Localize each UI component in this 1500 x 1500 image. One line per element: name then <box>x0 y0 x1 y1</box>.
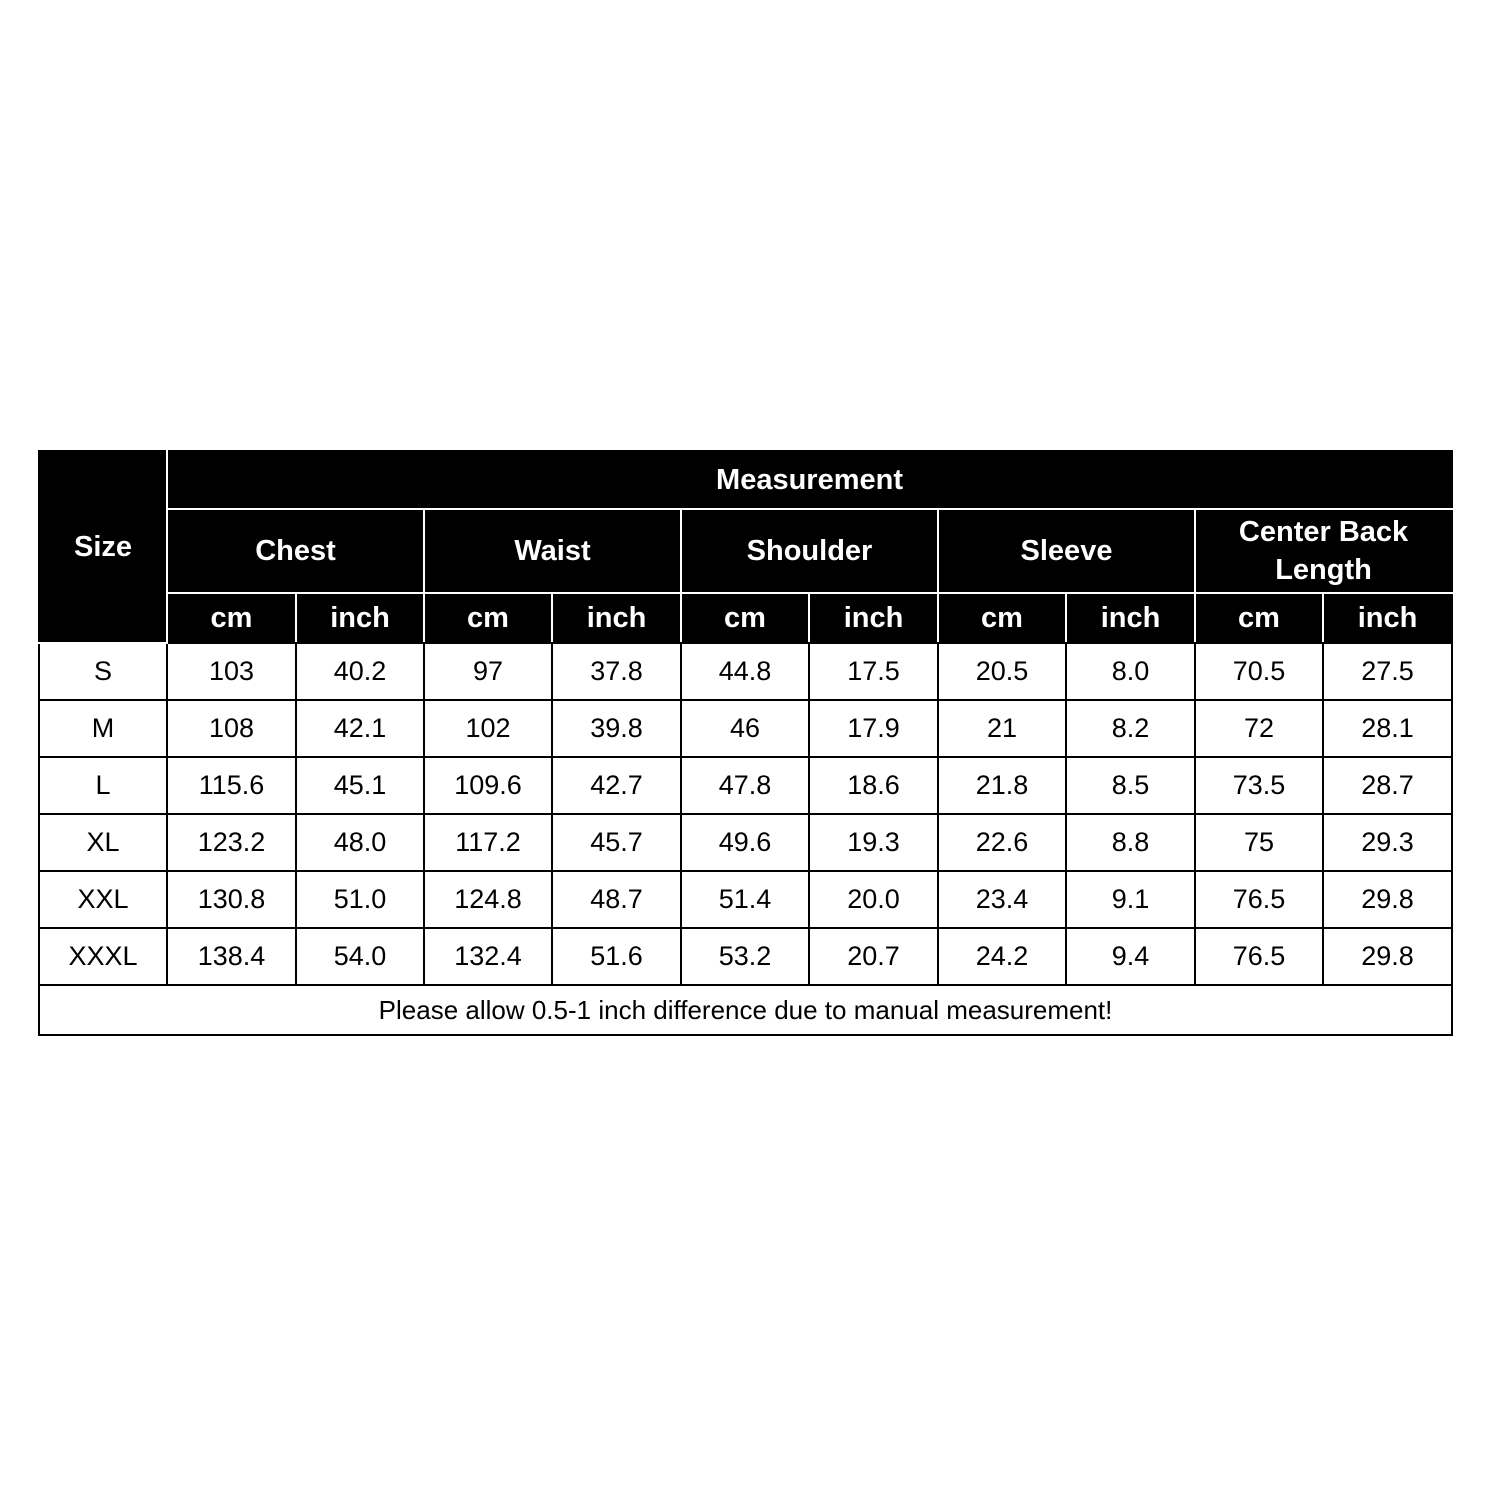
value-cell-chest-cm: 115.6 <box>167 757 296 814</box>
size-chart-table <box>38 450 1453 1036</box>
value-cell-shoulder-cm: 51.4 <box>681 871 809 928</box>
value-cell-chest-inch: 45.1 <box>296 757 424 814</box>
value-cell-shoulder-cm: 47.8 <box>681 757 809 814</box>
footer-note: Please allow 0.5-1 inch difference due to manual measurement! <box>39 985 1452 1035</box>
value-cell-sleeve-inch: 9.1 <box>1066 871 1195 928</box>
category-header-shoulder: Shoulder <box>681 509 938 593</box>
value-cell-chest-inch: 54.0 <box>296 928 424 985</box>
value-cell-waist-cm: 124.8 <box>424 871 552 928</box>
table-row <box>39 700 1452 757</box>
table-body <box>39 643 1452 985</box>
value-cell-cbl-cm: 73.5 <box>1195 757 1323 814</box>
value-cell-shoulder-cm: 53.2 <box>681 928 809 985</box>
value-cell-waist-cm: 117.2 <box>424 814 552 871</box>
value-cell-shoulder-inch: 19.3 <box>809 814 938 871</box>
unit-header-waist-inch: inch <box>552 593 681 643</box>
value-cell-chest-cm: 130.8 <box>167 871 296 928</box>
value-cell-waist-inch: 51.6 <box>552 928 681 985</box>
value-cell-cbl-inch: 28.7 <box>1323 757 1452 814</box>
value-cell-waist-cm: 102 <box>424 700 552 757</box>
value-cell-sleeve-inch: 8.8 <box>1066 814 1195 871</box>
value-cell-waist-inch: 42.7 <box>552 757 681 814</box>
size-cell: L <box>39 757 167 814</box>
table-row <box>39 814 1452 871</box>
value-cell-chest-inch: 40.2 <box>296 643 424 700</box>
value-cell-cbl-inch: 27.5 <box>1323 643 1452 700</box>
category-header-chest: Chest <box>167 509 424 593</box>
category-header-center-back-length <box>1195 509 1452 593</box>
value-cell-waist-cm: 109.6 <box>424 757 552 814</box>
value-cell-waist-cm: 132.4 <box>424 928 552 985</box>
value-cell-shoulder-cm: 49.6 <box>681 814 809 871</box>
value-cell-sleeve-cm: 21.8 <box>938 757 1066 814</box>
table-row <box>39 757 1452 814</box>
value-cell-shoulder-inch: 18.6 <box>809 757 938 814</box>
category-header-sleeve: Sleeve <box>938 509 1195 593</box>
unit-header-sleeve-cm: cm <box>938 593 1066 643</box>
value-cell-chest-cm: 108 <box>167 700 296 757</box>
value-cell-chest-cm: 103 <box>167 643 296 700</box>
value-cell-cbl-cm: 75 <box>1195 814 1323 871</box>
size-cell: XL <box>39 814 167 871</box>
unit-header-shoulder-inch: inch <box>809 593 938 643</box>
value-cell-chest-inch: 42.1 <box>296 700 424 757</box>
value-cell-shoulder-inch: 20.7 <box>809 928 938 985</box>
value-cell-waist-cm: 97 <box>424 643 552 700</box>
table-footer <box>39 985 1452 1035</box>
table-row <box>39 643 1452 700</box>
value-cell-sleeve-inch: 9.4 <box>1066 928 1195 985</box>
value-cell-sleeve-cm: 22.6 <box>938 814 1066 871</box>
value-cell-shoulder-inch: 20.0 <box>809 871 938 928</box>
value-cell-cbl-inch: 29.8 <box>1323 871 1452 928</box>
value-cell-chest-inch: 48.0 <box>296 814 424 871</box>
value-cell-sleeve-cm: 20.5 <box>938 643 1066 700</box>
table-row <box>39 871 1452 928</box>
unit-header-cbl-inch: inch <box>1323 593 1452 643</box>
value-cell-sleeve-inch: 8.5 <box>1066 757 1195 814</box>
size-header: Size <box>39 451 167 643</box>
table-header <box>39 451 1452 643</box>
value-cell-cbl-cm: 70.5 <box>1195 643 1323 700</box>
unit-header-chest-inch: inch <box>296 593 424 643</box>
size-cell: XXL <box>39 871 167 928</box>
value-cell-cbl-inch: 29.8 <box>1323 928 1452 985</box>
value-cell-shoulder-cm: 46 <box>681 700 809 757</box>
value-cell-sleeve-cm: 24.2 <box>938 928 1066 985</box>
value-cell-sleeve-cm: 23.4 <box>938 871 1066 928</box>
header-row-measurement <box>39 451 1452 509</box>
unit-header-cbl-cm: cm <box>1195 593 1323 643</box>
value-cell-waist-inch: 48.7 <box>552 871 681 928</box>
header-row-units <box>39 593 1452 643</box>
value-cell-cbl-cm: 76.5 <box>1195 928 1323 985</box>
value-cell-waist-inch: 37.8 <box>552 643 681 700</box>
value-cell-waist-inch: 45.7 <box>552 814 681 871</box>
header-row-categories <box>39 509 1452 593</box>
value-cell-shoulder-inch: 17.5 <box>809 643 938 700</box>
category-header-waist: Waist <box>424 509 681 593</box>
unit-header-sleeve-inch: inch <box>1066 593 1195 643</box>
value-cell-waist-inch: 39.8 <box>552 700 681 757</box>
size-cell: XXXL <box>39 928 167 985</box>
value-cell-shoulder-inch: 17.9 <box>809 700 938 757</box>
value-cell-cbl-inch: 28.1 <box>1323 700 1452 757</box>
value-cell-shoulder-cm: 44.8 <box>681 643 809 700</box>
unit-header-waist-cm: cm <box>424 593 552 643</box>
measurement-header: Measurement <box>167 451 1452 509</box>
unit-header-chest-cm: cm <box>167 593 296 643</box>
value-cell-cbl-inch: 29.3 <box>1323 814 1452 871</box>
value-cell-chest-cm: 138.4 <box>167 928 296 985</box>
value-cell-cbl-cm: 72 <box>1195 700 1323 757</box>
center-back-length-label: Center Back Length <box>1238 516 1409 586</box>
size-cell: S <box>39 643 167 700</box>
value-cell-sleeve-inch: 8.0 <box>1066 643 1195 700</box>
footer-row <box>39 985 1452 1035</box>
size-cell: M <box>39 700 167 757</box>
value-cell-sleeve-inch: 8.2 <box>1066 700 1195 757</box>
value-cell-chest-cm: 123.2 <box>167 814 296 871</box>
value-cell-cbl-cm: 76.5 <box>1195 871 1323 928</box>
table-row <box>39 928 1452 985</box>
value-cell-chest-inch: 51.0 <box>296 871 424 928</box>
unit-header-shoulder-cm: cm <box>681 593 809 643</box>
value-cell-sleeve-cm: 21 <box>938 700 1066 757</box>
